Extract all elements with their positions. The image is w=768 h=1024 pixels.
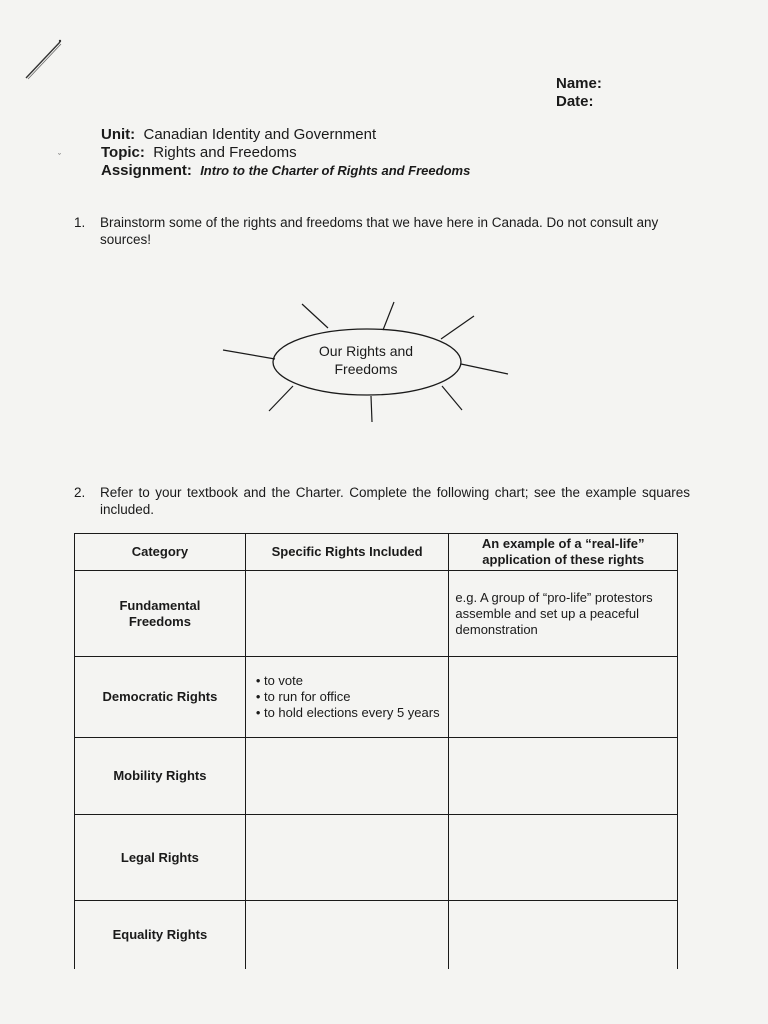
center-text-line: Our Rights and xyxy=(318,343,414,359)
column-header: Category xyxy=(75,534,246,571)
example-cell[interactable] xyxy=(449,901,678,969)
center-bubble-text xyxy=(262,342,470,378)
rights-list xyxy=(252,673,443,721)
question-number: 2. xyxy=(74,485,86,500)
example-cell: e.g. A group of “pro-life” protestors assemble and set up a peaceful demonstration xyxy=(449,571,678,657)
unit-value: Canadian Identity and Government xyxy=(143,126,377,143)
table-row xyxy=(75,571,678,657)
assignment-value: Intro to the Charter of Rights and Freedoms xyxy=(200,163,471,178)
rights-cell[interactable] xyxy=(245,571,449,657)
rights-cell[interactable] xyxy=(245,815,449,901)
spoke-line xyxy=(442,386,462,410)
example-cell[interactable] xyxy=(449,657,678,738)
assignment-header xyxy=(101,126,470,180)
category-cell: Legal Rights xyxy=(75,815,246,901)
spoke-line xyxy=(302,304,328,328)
category-cell: Mobility Rights xyxy=(75,738,246,815)
spoke-line xyxy=(269,386,293,411)
rights-cell[interactable] xyxy=(245,738,449,815)
category-text: Fundamental Freedoms xyxy=(119,597,201,629)
center-text-line: Freedoms xyxy=(334,361,398,377)
table-row xyxy=(75,657,678,738)
example-cell[interactable] xyxy=(449,815,678,901)
date-label: Date: xyxy=(556,93,594,110)
category-cell: Democratic Rights xyxy=(75,657,246,738)
category-cell: Equality Rights xyxy=(75,901,246,969)
stray-mark: ˇ xyxy=(58,152,61,162)
rights-cell[interactable] xyxy=(245,901,449,969)
chart-header-row xyxy=(75,534,678,571)
name-date-block xyxy=(556,75,602,111)
question-2 xyxy=(74,485,694,521)
list-item: • to vote xyxy=(255,673,304,688)
rights-cell xyxy=(245,657,449,738)
category-cell xyxy=(75,571,246,657)
assignment-row xyxy=(101,162,470,180)
unit-label: Unit: xyxy=(101,126,136,143)
unit-row xyxy=(101,126,470,144)
question-text: Brainstorm some of the rights and freedoms that we have here in Canada. Do not consult any sources! xyxy=(100,215,659,247)
rights-chart xyxy=(74,533,678,969)
list-item: • to hold elections every 5 years xyxy=(255,705,440,720)
question-1 xyxy=(74,215,694,251)
table-row xyxy=(75,738,678,815)
question-text: Refer to your textbook and the Charter. Complete the following chart; see the example squares included. xyxy=(100,485,690,517)
example-cell[interactable] xyxy=(449,738,678,815)
topic-row xyxy=(101,144,470,162)
name-label: Name: xyxy=(556,75,602,92)
question-number: 1. xyxy=(74,215,86,230)
table-row xyxy=(75,901,678,969)
pen-mark xyxy=(22,38,67,83)
spoke-line xyxy=(441,316,474,339)
column-header: Specific Rights Included xyxy=(245,534,449,571)
spoke-line xyxy=(371,396,372,422)
list-item: • to run for office xyxy=(255,689,351,704)
topic-value: Rights and Freedoms xyxy=(153,144,297,161)
table-row xyxy=(75,815,678,901)
column-header: An example of a “real-life” application of these rights xyxy=(449,534,678,571)
topic-label: Topic: xyxy=(101,144,145,161)
assignment-label: Assignment: xyxy=(101,162,192,179)
spoke-line xyxy=(383,302,394,330)
